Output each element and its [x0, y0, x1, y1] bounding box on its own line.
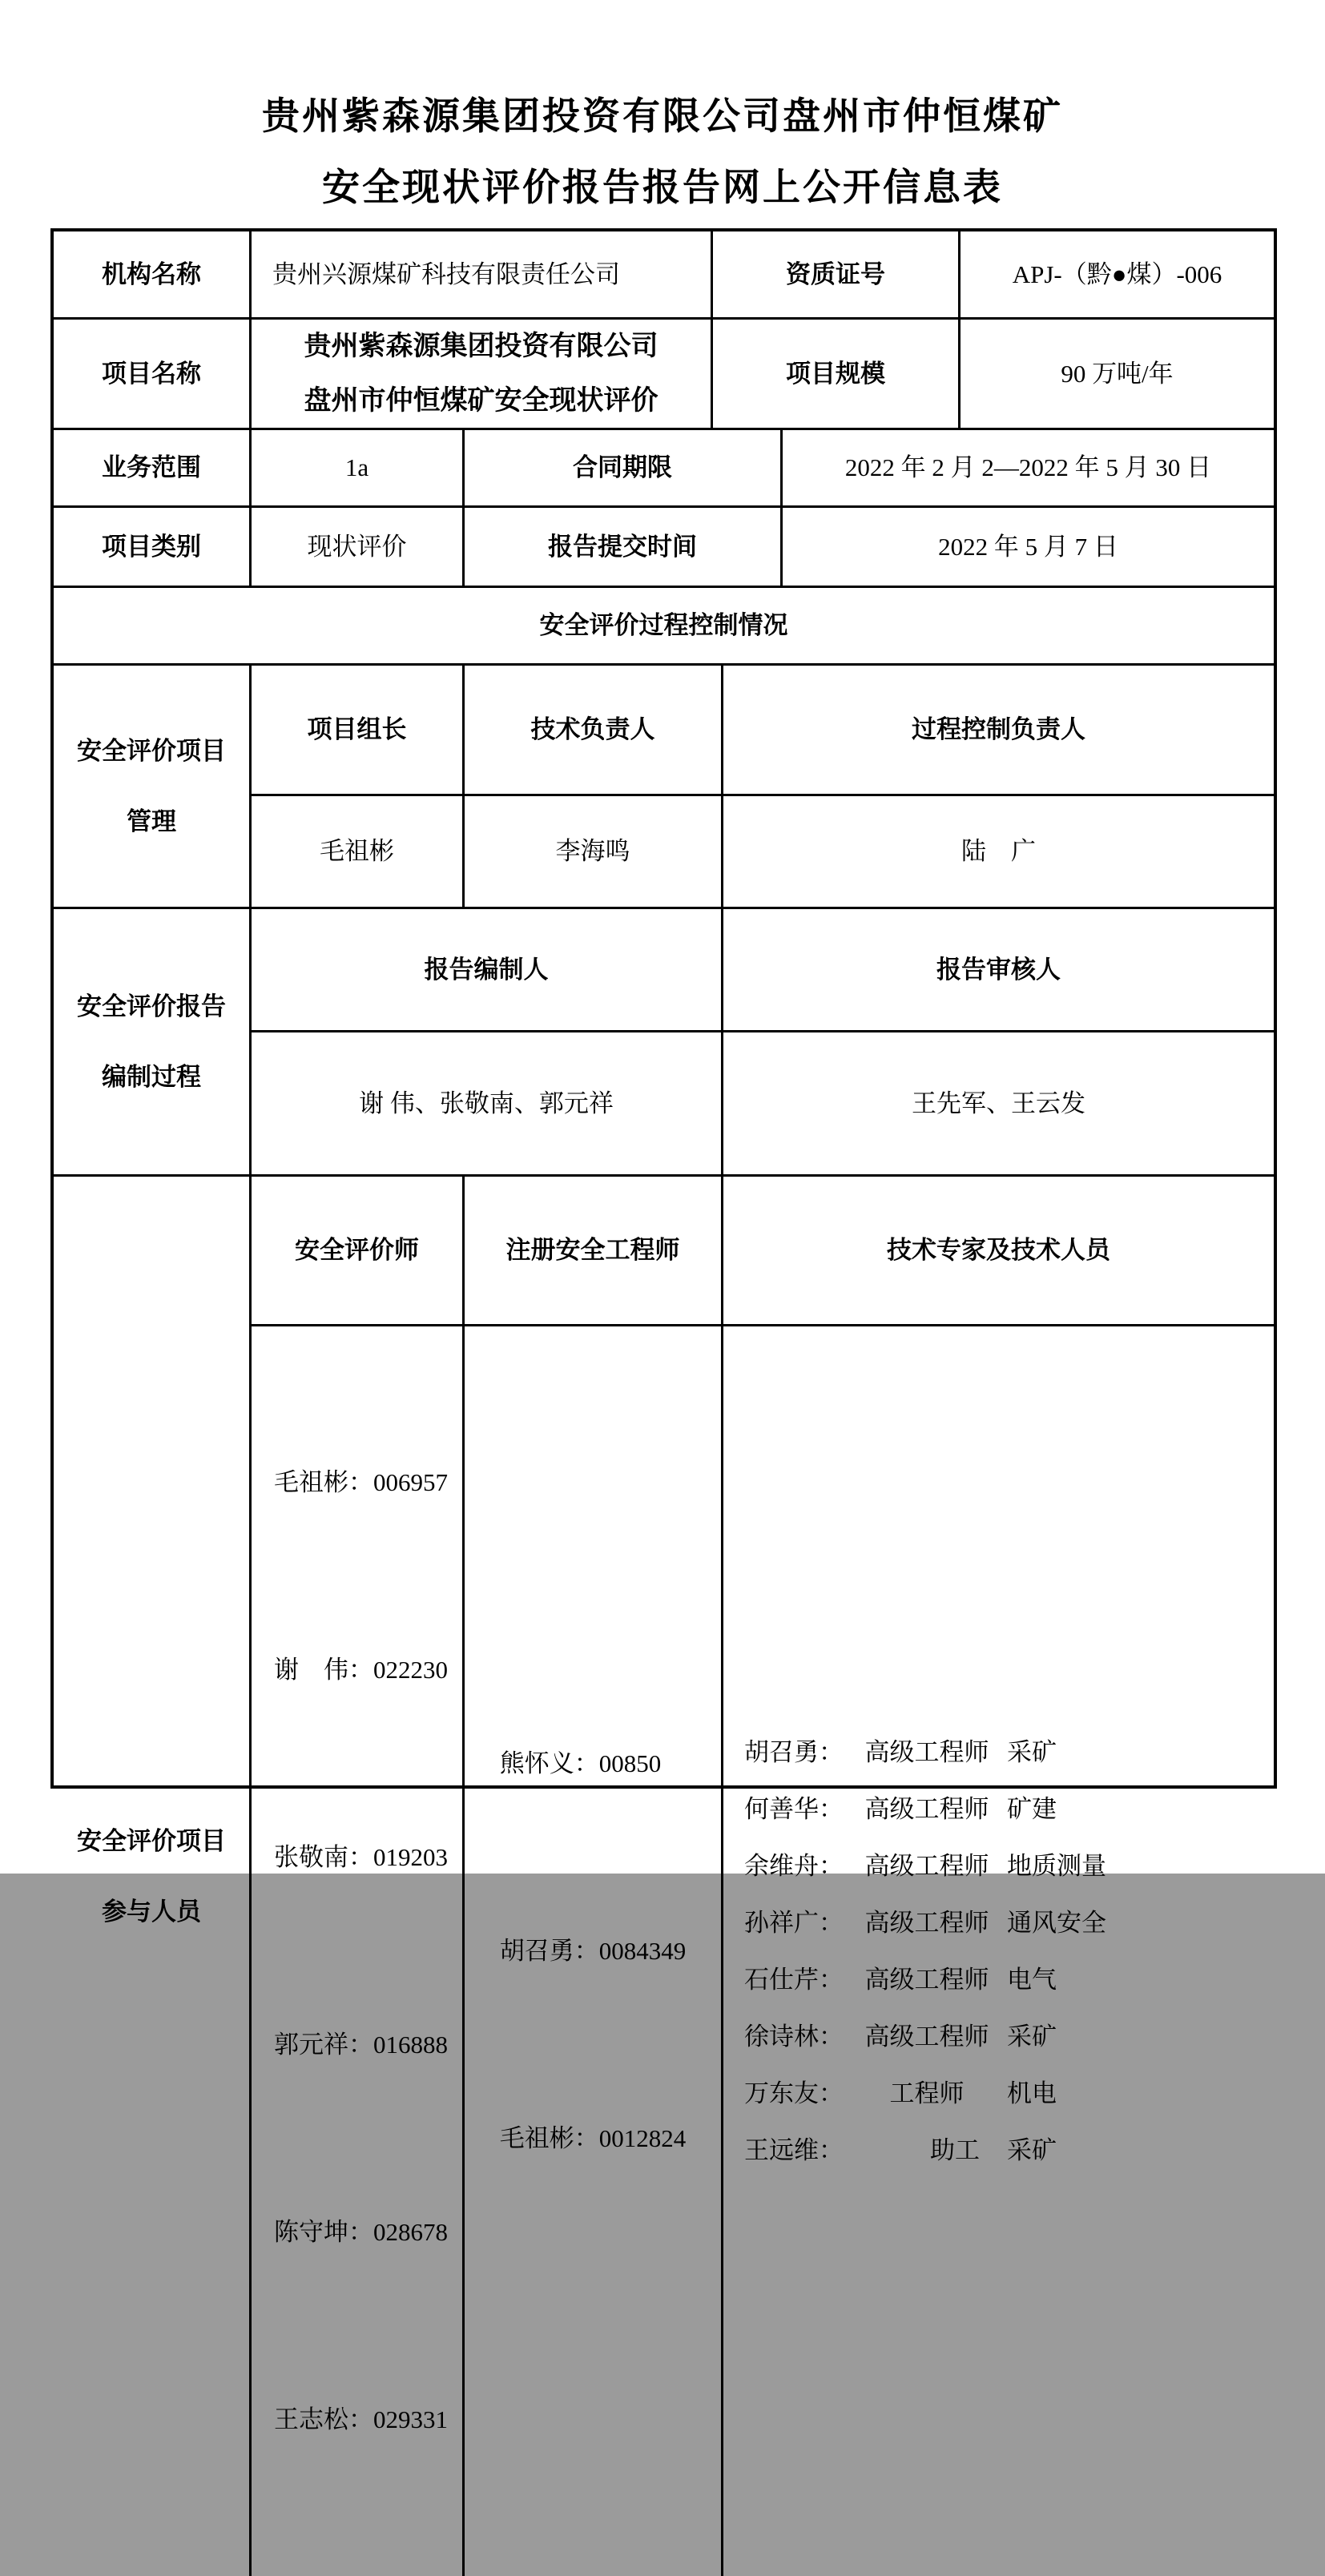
evaluator-item: 郭元祥：016888	[274, 2031, 448, 2059]
management-header-row	[252, 666, 1274, 796]
row-project-type	[54, 508, 1274, 588]
management-value-tech: 李海鸣	[465, 796, 723, 907]
management-value-process: 陆 广	[961, 837, 1036, 866]
report-submit-value: 2022 年 5 月 7 日	[938, 532, 1118, 561]
expert-name: 万东友：	[744, 2079, 844, 2107]
evaluator-list	[274, 1326, 448, 2576]
report-header-reviewer: 报告审核人	[936, 955, 1061, 984]
expert-item	[741, 1724, 1106, 1781]
expert-field: 机电	[1007, 2079, 1057, 2107]
participants-header-engineer: 注册安全工程师	[465, 1177, 723, 1324]
engineer-list-cell	[465, 1326, 723, 2576]
row-project-name	[54, 320, 1274, 430]
row-organization	[54, 231, 1274, 320]
management-label-line-1: 安全评价项目	[77, 736, 226, 765]
participants-label-line-2: 参与人员	[102, 1897, 201, 1926]
expert-field: 采矿	[1007, 2023, 1057, 2051]
expert-name: 徐诗林：	[744, 2023, 844, 2051]
management-section-label	[54, 666, 252, 907]
expert-title: 高级工程师	[864, 1966, 989, 1994]
expert-item	[741, 1781, 1106, 1837]
expert-field: 矿建	[1007, 1795, 1057, 1823]
org-name-label: 机构名称	[54, 231, 252, 317]
participants-content-row	[252, 1326, 1274, 2576]
report-value-writers: 谢 伟、张敬南、郭元祥	[252, 1032, 723, 1174]
evaluator-item: 毛祖彬：006957	[274, 1468, 448, 1496]
management-body	[252, 666, 1274, 907]
cert-no-label: 资质证号	[713, 231, 961, 317]
section-management	[54, 666, 1274, 909]
management-header-tech: 技术负责人	[465, 666, 723, 794]
expert-field: 电气	[1007, 1966, 1057, 1994]
expert-item	[741, 1837, 1106, 1894]
participants-section-label	[54, 1177, 252, 2576]
title-line-2: 安全现状评价报告报告网上公开信息表	[322, 167, 1003, 209]
expert-item	[741, 2122, 1106, 2179]
participants-header-evaluator: 安全评价师	[252, 1177, 465, 1324]
engineer-item: 毛祖彬：0012824	[499, 2124, 687, 2152]
process-control-header: 安全评价过程控制情况	[539, 611, 788, 640]
engineer-list	[500, 1608, 687, 2295]
project-type-value: 现状评价	[252, 508, 465, 586]
expert-field: 地质测量	[1007, 1852, 1106, 1880]
expert-name: 余维舟：	[744, 1852, 844, 1880]
evaluator-item: 陈守坤：028678	[274, 2218, 448, 2246]
expert-title: 高级工程师	[864, 2023, 989, 2051]
participants-body	[252, 1177, 1274, 2576]
contract-period-label: 合同期限	[465, 430, 783, 505]
business-scope-label: 业务范围	[54, 430, 252, 505]
project-name-line-2: 盘州市仲恒煤矿安全现状评价	[304, 385, 658, 416]
expert-item	[741, 1894, 1106, 1951]
management-header-leader: 项目组长	[252, 666, 465, 794]
expert-field: 通风安全	[1007, 1909, 1106, 1937]
info-table	[50, 228, 1277, 2433]
expert-title: 高级工程师	[864, 1795, 989, 1823]
engineer-item: 熊怀义：00850	[499, 1749, 662, 1777]
engineer-item: 胡召勇：0084349	[499, 1937, 687, 1965]
report-value-row	[252, 1032, 1274, 1174]
report-label-line-2: 编制过程	[102, 1062, 201, 1091]
report-value-reviewers: 王先军、王云发	[912, 1089, 1085, 1117]
evaluator-list-cell	[252, 1326, 465, 2576]
expert-title: 高级工程师	[864, 1852, 989, 1880]
expert-list-cell	[723, 1326, 1274, 2576]
expert-item	[741, 2065, 1106, 2122]
evaluator-item: 谢 伟：022230	[274, 1656, 448, 1684]
expert-title: 高级工程师	[864, 1909, 989, 1937]
cert-no-value: APJ-（黔●煤）-006	[1012, 260, 1222, 288]
evaluator-item: 王志松：029331	[274, 2405, 448, 2433]
document-title	[0, 82, 1325, 224]
participants-header-row	[252, 1177, 1274, 1326]
management-value-leader: 毛祖彬	[252, 796, 465, 907]
report-body	[252, 909, 1274, 1174]
report-header-writer: 报告编制人	[252, 909, 723, 1030]
report-label-line-1: 安全评价报告	[77, 992, 226, 1020]
contract-period-value: 2022 年 2 月 2—2022 年 5 月 30 日	[844, 453, 1212, 482]
management-header-process: 过程控制负责人	[912, 715, 1085, 744]
expert-title: 工程师	[889, 2079, 965, 2107]
expert-list	[741, 1724, 1106, 2179]
evaluator-item: 张敬南：019203	[274, 1843, 448, 1871]
expert-field: 采矿	[1007, 1738, 1057, 1766]
project-name-label: 项目名称	[54, 320, 252, 428]
report-header-row	[252, 909, 1274, 1032]
report-section-label	[54, 909, 252, 1174]
section-report-process	[54, 909, 1274, 1177]
expert-item	[741, 2008, 1106, 2065]
expert-field: 采矿	[1007, 2136, 1057, 2164]
expert-name: 孙祥广：	[744, 1909, 844, 1937]
expert-name: 石仕芹：	[744, 1966, 844, 1994]
participants-label-line-1: 安全评价项目	[77, 1826, 226, 1855]
project-name-value	[252, 320, 713, 428]
expert-name: 何善华：	[744, 1795, 844, 1823]
title-line-1: 贵州紫森源集团投资有限公司盘州市仲恒煤矿	[262, 96, 1063, 138]
project-scale-value: 90 万吨/年	[1061, 359, 1174, 388]
row-business-scope	[54, 430, 1274, 508]
business-scope-value: 1a	[252, 430, 465, 505]
project-scale-label: 项目规模	[713, 320, 961, 428]
participants-header-expert: 技术专家及技术人员	[887, 1236, 1110, 1265]
report-submit-label: 报告提交时间	[465, 508, 783, 586]
project-type-label: 项目类别	[54, 508, 252, 586]
management-label-line-2: 管理	[127, 807, 176, 835]
row-process-control-header	[54, 588, 1274, 666]
expert-item	[741, 1951, 1106, 2008]
expert-name: 胡召勇：	[744, 1738, 844, 1766]
section-participants	[54, 1177, 1274, 2576]
org-name-value: 贵州兴源煤矿科技有限责任公司	[252, 231, 713, 317]
expert-title: 助工	[930, 2136, 980, 2164]
management-value-row	[252, 796, 1274, 907]
project-name-line-1: 贵州紫森源集团投资有限公司	[304, 331, 658, 361]
expert-name: 王远维：	[744, 2136, 844, 2164]
expert-title: 高级工程师	[864, 1738, 989, 1766]
